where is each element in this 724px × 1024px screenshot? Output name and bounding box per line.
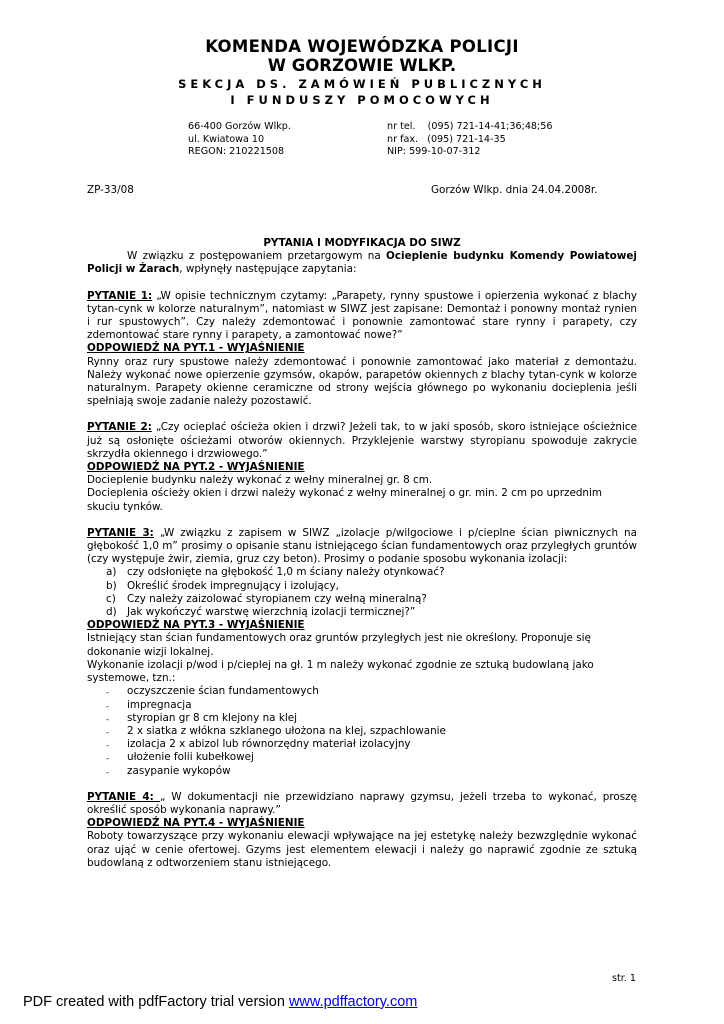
pdf-footer	[23, 994, 417, 1010]
address-line: 66-400 Gorzów Wlkp.	[188, 121, 291, 132]
header-city: W GORZOWIE WLKP.	[267, 56, 457, 75]
answer-text: Docieplenia ościeży okien i drzwi należy wykonać z wełny mineralnej o gr. min. 2 cm po uprzednim skuciu tynków.	[87, 487, 603, 513]
page-number: str. 1	[612, 973, 637, 984]
list-item	[106, 685, 637, 698]
list-item-text: Jak wykończyć warstwę wierzchnią izolacji termicznej?”	[127, 606, 416, 619]
list-item	[106, 566, 637, 579]
list-marker: a)	[106, 566, 117, 579]
dash-marker: -	[106, 767, 109, 777]
header-institution: KOMENDA WOJEWÓDZKA POLICJI	[205, 37, 519, 56]
work-steps-list	[87, 685, 637, 777]
document-body	[87, 237, 637, 870]
contact-line: nr fax. (095) 721-14-35	[387, 133, 506, 145]
dash-marker: -	[106, 727, 109, 737]
answer-label: ODPOWIEDŹ NA PYT.4 - WYJAŚNIENIE	[87, 817, 305, 830]
question-3	[87, 527, 637, 567]
list-item-text: styropian gr 8 cm klejony na klej	[127, 711, 298, 724]
list-item	[106, 764, 637, 778]
dash-marker: -	[106, 714, 109, 724]
list-item	[106, 724, 637, 738]
question-text: „ W dokumentacji nie przewidziano naprawy gzymsu, jeżeli trzeba to wykonać, proszę określić sposób wykonania naprawy.”	[87, 790, 637, 816]
answer-label: ODPOWIEDŹ NA PYT.2 - WYJAŚNIENIE	[87, 461, 305, 474]
list-item	[106, 738, 637, 751]
question-sublist	[87, 566, 637, 619]
dash-marker: -	[106, 701, 109, 711]
question-text: „W opisie technicznym czytamy: „Parapety, rynny spustowe i opierzenia wykonać z blachy tytan-cynk w kolorze naturalnym”, natomiast w SIWZ jest zapisane: Demontaż i ponowny montaż rynien i rur spustowych”. Czy należy zdemontować i ponownie zamontować stare rynny i parapety, czy zdemontować stare rynny i parapety, a zamontować nowe?”	[87, 289, 637, 342]
answer-label: ODPOWIEDŹ NA PYT.1 - WYJAŚNIENIE	[87, 342, 305, 355]
answer-text: Rynny oraz rury spustowe należy zdemontować i ponownie zamontować jako materiał z demontażu. Należy wykonać nowe opierzenie gzymsów, okapów, parapetów okiennych z blachy tytan-cynk w kolorze naturalnym. Parapety okienne ceramiczne od strony wejścia głównego po wykonaniu docieplenia jeśli spełniają swoje zadanie należy pozostawić.	[87, 355, 637, 408]
header-section-sub: I FUNDUSZY POMOCOWYCH	[230, 93, 494, 107]
reference-number: ZP-33/08	[87, 184, 134, 196]
contact-line: NIP: 599-10-07-312	[387, 146, 481, 158]
list-item	[106, 698, 637, 712]
question-1	[87, 290, 637, 343]
document-title: PYTANIA I MODYFIKACJA DO SIWZ	[263, 237, 461, 249]
list-item	[106, 606, 637, 619]
question-label: PYTANIE 3:	[87, 526, 154, 539]
list-marker: b)	[106, 579, 117, 592]
contact-line: nr tel. (095) 721-14-41;36;48;56	[387, 121, 553, 132]
answer-text: Istniejący stan ścian fundamentowych oraz gruntów przyległych jest nie określony. Proponuje się dokonanie wizji lokalnej.	[87, 632, 591, 658]
list-item-text: Określić środek impregnujący i izolujący,	[127, 579, 339, 592]
intro-paragraph	[87, 250, 637, 276]
answer-text: Roboty towarzyszące przy wykonaniu elewacji wpływające na jej estetykę należy bezwzględnie wykonać oraz ująć w cenie ofertowej. Gzyms jest elementem elewacji i należy go naprawić zgodnie ze sztuką budowlaną z odtworzeniem stanu istniejącego.	[87, 830, 637, 869]
answer-text: Docieplenie budynku należy wykonać z wełny mineralnej gr. 8 cm.	[87, 474, 433, 487]
list-item-text: czy odsłonięte na głębokość 1,0 m ściany należy otynkować?	[127, 566, 445, 579]
footer-text: PDF created with pdfFactory trial version	[23, 994, 289, 1010]
intro-text-end: , wpłynęły następujące zapytania:	[179, 263, 357, 276]
dash-marker: -	[106, 741, 109, 751]
address-line: ul. Kwiatowa 10	[188, 133, 265, 145]
list-item-text: oczyszczenie ścian fundamentowych	[127, 685, 319, 698]
list-item-text: 2 x siatka z włókna szklanego ułożona na klej, szpachlowanie	[127, 724, 446, 737]
address-block	[188, 121, 291, 159]
list-item	[106, 592, 637, 606]
list-marker: c)	[106, 592, 116, 605]
question-label: PYTANIE 1:	[87, 289, 153, 302]
list-marker: d)	[106, 606, 117, 619]
question-text: „Czy ocieplać ościeża okien i drzwi? Jeżeli tak, to w jaki sposób, skoro istniejące ościeżnice już są osłonięte ościeżami otworów okiennych. Przyklejenie warstwy styropianu spowoduje zakrycie skrzydła okiennego i drzwiowego.”	[87, 421, 638, 460]
list-item-text: impregnacja	[127, 698, 192, 711]
list-item-text: izolacja 2 x abizol lub równorzędny materiał izolacyjny	[127, 738, 411, 751]
contact-block	[387, 121, 552, 159]
list-item-text: Czy należy zaizolować styropianem czy wełną mineralną?	[127, 592, 427, 605]
document-date: Gorzów Wlkp. dnia 24.04.2008r.	[431, 184, 598, 196]
dash-marker: -	[106, 754, 109, 764]
footer-link[interactable]: www.pdffactory.com	[288, 994, 418, 1010]
list-item	[106, 711, 637, 725]
header-section: SEKCJA DS. ZAMÓWIEŃ PUBLICZNYCH	[178, 77, 546, 91]
tender-name: Ocieplenie budynku Komendy Powiatowej Policji w Żarach	[87, 250, 637, 276]
address-line: REGON: 210221508	[188, 146, 285, 158]
question-2	[87, 421, 637, 461]
intro-text: W związku z postępowaniem przetargowym na	[127, 250, 387, 263]
question-text: „W związku z zapisem w SIWZ „izolacje p/wilgociowe i p/cieplne ścian piwnicznych na głębokość 1,0 m” prosimy o opisanie stanu istniejącego ścian fundamentowych oraz przyległych gruntów (czy występuje żwir, ziemia, gruz czy beton). Prosimy o podanie sposobu wykonania izolacji:	[87, 526, 638, 566]
list-item	[106, 751, 637, 764]
answer-label: ODPOWIEDŹ NA PYT.3 - WYJAŚNIENIE	[87, 619, 305, 632]
question-4	[87, 791, 637, 817]
question-label: PYTANIE 2:	[87, 421, 152, 434]
answer-text: Wykonanie izolacji p/wod i p/cieplej na gł. 1 m należy wykonać zgodnie ze sztuką budowlaną jako systemowe, tzn.:	[87, 658, 594, 685]
list-item	[106, 579, 637, 593]
question-label: PYTANIE 4:	[87, 790, 160, 803]
dash-marker: -	[106, 688, 109, 698]
list-item-text: ułożenie folii kubełkowej	[127, 751, 254, 764]
list-item-text: zasypanie wykopów	[127, 764, 231, 777]
